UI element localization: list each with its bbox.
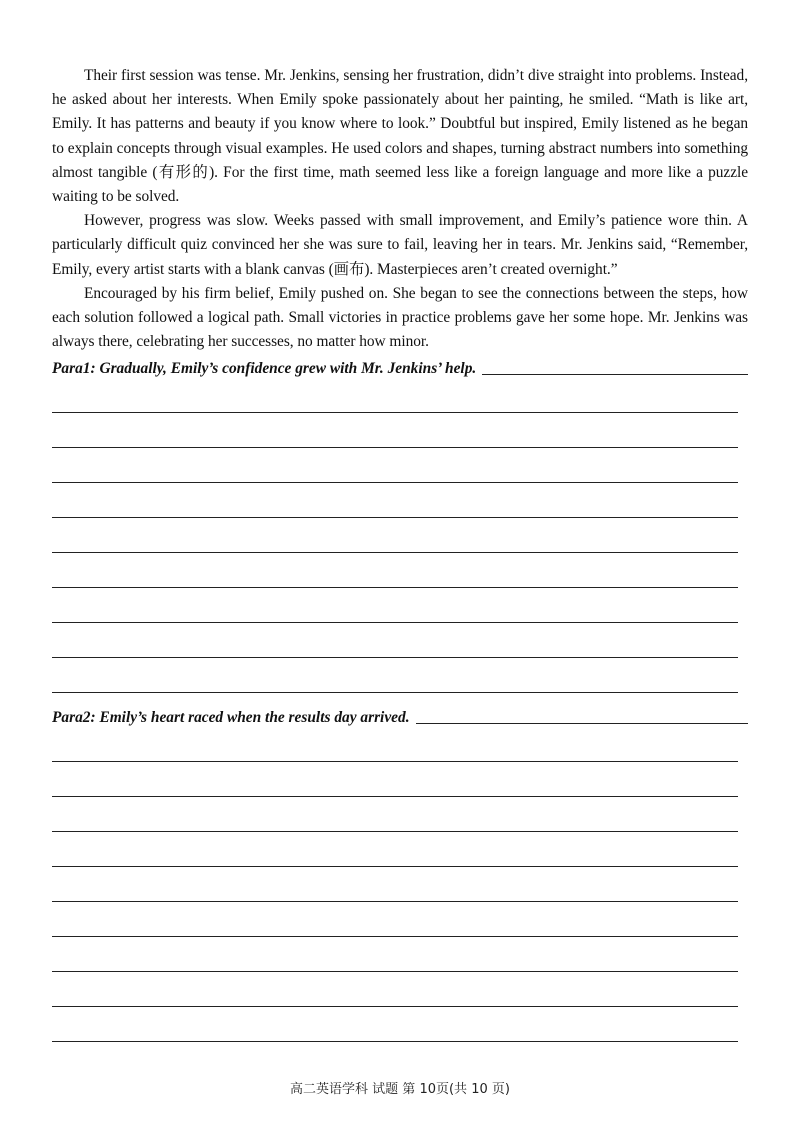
writing-line[interactable]: [52, 832, 738, 867]
para1-prompt-row: [52, 354, 748, 378]
writing-line[interactable]: [52, 972, 738, 1007]
writing-line[interactable]: [52, 867, 738, 902]
writing-line[interactable]: [52, 518, 738, 553]
writing-line[interactable]: [52, 623, 738, 658]
para1-answer-blank[interactable]: [482, 356, 748, 375]
writing-line[interactable]: [52, 378, 738, 413]
page-footer: 高二英语学科 试题 第 10页(共 10 页): [290, 1082, 510, 1097]
writing-line[interactable]: [52, 797, 738, 832]
writing-line[interactable]: [52, 658, 738, 693]
para1-writing-lines: [52, 378, 748, 693]
writing-line[interactable]: [52, 762, 738, 797]
writing-line[interactable]: [52, 448, 738, 483]
writing-line[interactable]: [52, 588, 738, 623]
para2-prompt-row: [52, 703, 748, 727]
para2-writing-lines: [52, 727, 748, 1042]
writing-line[interactable]: [52, 937, 738, 972]
para2-answer-blank[interactable]: [416, 705, 748, 724]
exam-page: [52, 64, 748, 1042]
writing-line[interactable]: [52, 483, 738, 518]
para1-prompt: Para1: Gradually, Emily’s confidence grew with Mr. Jenkins’ help.: [52, 360, 477, 378]
story-paragraph-1: Their first session was tense. Mr. Jenkins, sensing her frustration, didn’t dive straight into problems. Instead, he asked about her interests. When Emily spoke passionately about her painting, he smiled. “Math is like art, Emily. It has patterns and beauty if you know where to look.” Doubtful but inspired, Emily listened as he began to explain concepts through visual examples. He used colors and shapes, turning abstract numbers into something almost tangible (有形的). For the first time, math seemed less like a foreign language and more like a puzzle waiting to be solved.: [52, 67, 748, 206]
writing-line[interactable]: [52, 413, 738, 448]
writing-line[interactable]: [52, 902, 738, 937]
writing-line[interactable]: [52, 553, 738, 588]
story-paragraph-3: Encouraged by his firm belief, Emily pushed on. She began to see the connections between the steps, how each solution followed a logical path. Small victories in practice problems gave her some hope. Mr. Jenkins was always there, celebrating her successes, no matter how minor.: [52, 284, 748, 351]
story-paragraph-2: However, progress was slow. Weeks passed with small improvement, and Emily’s patience wore thin. A particularly difficult quiz convinced her she was sure to fail, leaving her in tears. Mr. Jenkins said, “Remember, Emily, every artist starts with a blank canvas (画布). Masterpieces aren’t created overnight.”: [52, 212, 748, 278]
writing-line[interactable]: [52, 727, 738, 762]
para2-prompt: Para2: Emily’s heart raced when the results day arrived.: [52, 709, 410, 727]
writing-line[interactable]: [52, 1007, 738, 1042]
